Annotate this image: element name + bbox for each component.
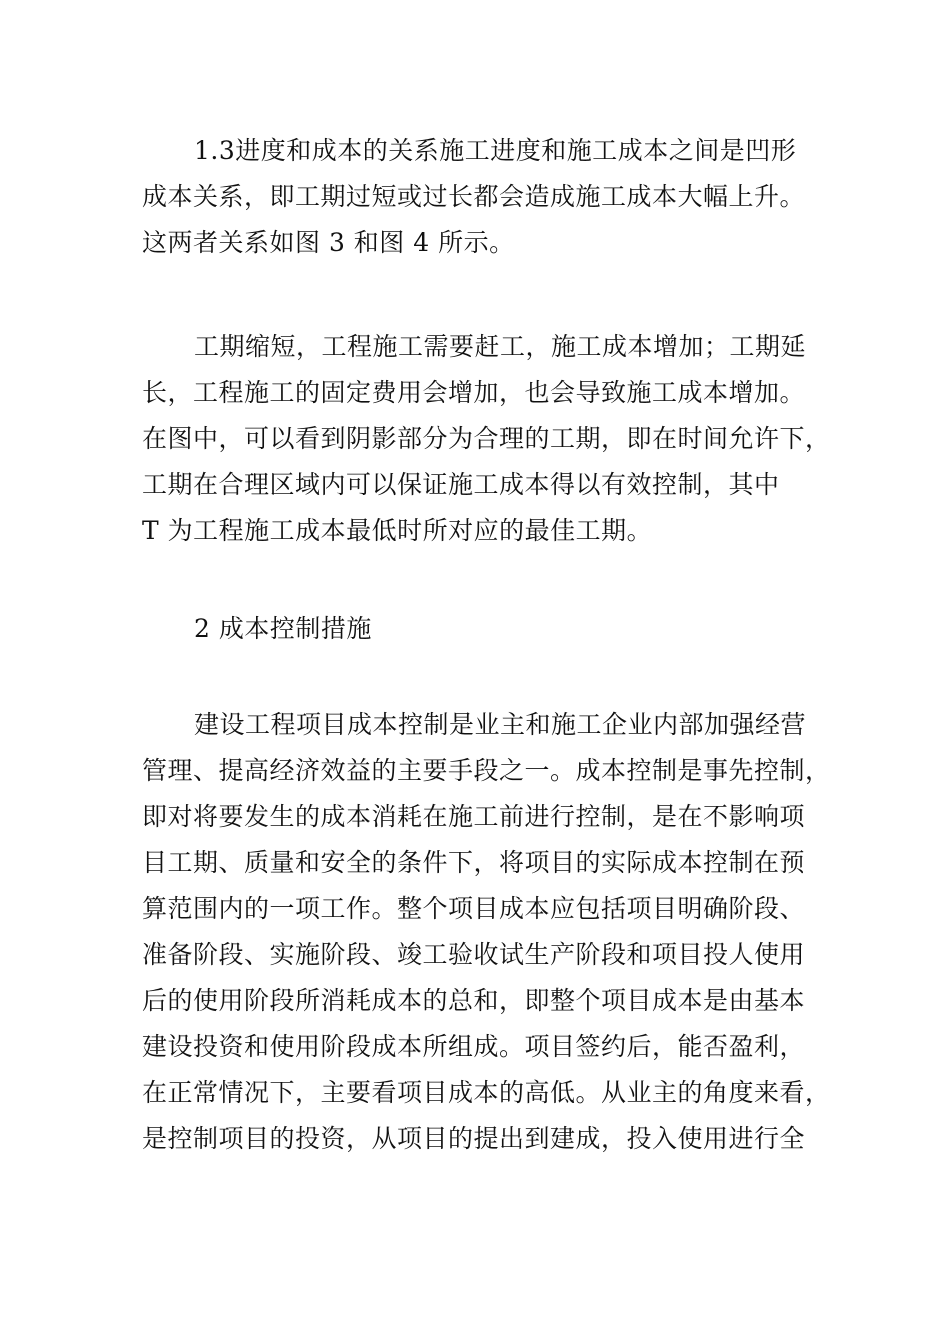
paragraph-line: 目工期、质量和安全的条件下，将项目的实际成本控制在预 [142, 848, 806, 877]
paragraph-line: T 为工程施工成本最低时所对应的最佳工期。 [142, 516, 653, 545]
paragraph-line: 工期在合理区域内可以保证施工成本得以有效控制，其中 [142, 470, 780, 499]
section-heading: 2 成本控制措施 [194, 614, 372, 643]
paragraph-line: 后的使用阶段所消耗成本的总和，即整个项目成本是由基本 [142, 986, 806, 1015]
paragraph-line: 算范围内的一项工作。整个项目成本应包括项目明确阶段、 [142, 894, 806, 923]
paragraph-line: 在正常情况下，主要看项目成本的高低。从业主的角度来看， [142, 1078, 831, 1107]
paragraph-line: 即对将要发生的成本消耗在施工前进行控制，是在不影响项 [142, 802, 806, 831]
paragraph-line: 在图中，可以看到阴影部分为合理的工期，即在时间允许下， [142, 424, 831, 453]
paragraph-line: 工期缩短，工程施工需要赶工，施工成本增加；工期延 [194, 332, 807, 361]
paragraph-spacer [142, 266, 832, 324]
paragraph-spacer [142, 652, 832, 702]
paragraph-line: 建设工程项目成本控制是业主和施工企业内部加强经营 [194, 710, 807, 739]
paragraph-line: 管理、提高经济效益的主要手段之一。成本控制是事先控制， [142, 756, 831, 785]
paragraph-duration-effect [142, 324, 832, 554]
paragraph-line: 建设投资和使用阶段成本所组成。项目签约后，能否盈利， [142, 1032, 806, 1061]
paragraph-line: 成本关系，即工期过短或过长都会造成施工成本大幅上升。 [142, 182, 806, 211]
paragraph-schedule-cost-relation [142, 128, 832, 266]
paragraph-line: 准备阶段、实施阶段、竣工验收试生产阶段和项目投人使用 [142, 940, 806, 969]
paragraph-line: 是控制项目的投资，从项目的提出到建成，投入使用进行全 [142, 1124, 806, 1153]
paragraph-spacer [142, 554, 832, 606]
paragraph-line: 这两者关系如图 3 和图 4 所示。 [142, 228, 515, 257]
paragraph-project-cost-control [142, 702, 832, 1162]
document-body [142, 128, 832, 1162]
section-heading-cost-control-measures [142, 606, 832, 652]
paragraph-line: 长，工程施工的固定费用会增加，也会导致施工成本增加。 [142, 378, 806, 407]
paragraph-line: 1.3进度和成本的关系施工进度和施工成本之间是凹形 [194, 136, 797, 165]
